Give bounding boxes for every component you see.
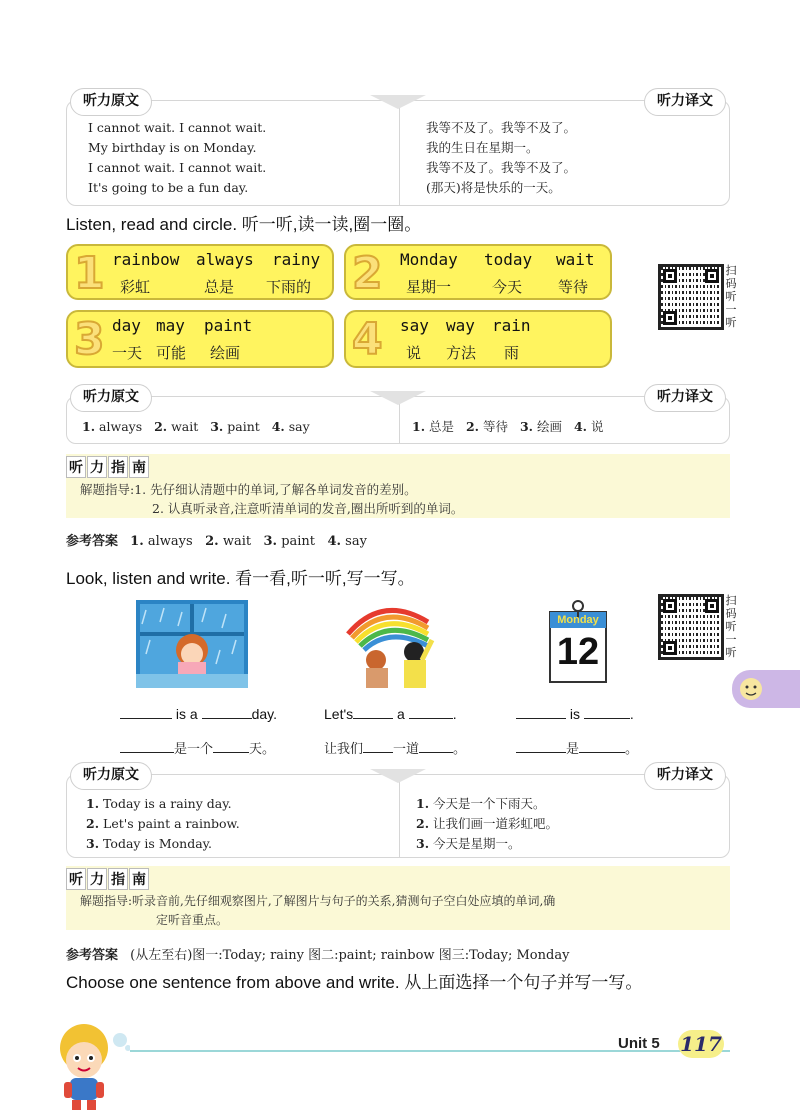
card-meaning: 等待	[558, 278, 589, 296]
transcript-panel-3	[66, 762, 730, 858]
card-meaning: 彩虹	[120, 278, 151, 296]
sentence-text: 是	[566, 742, 580, 757]
answer-label: 参考答案	[66, 534, 119, 549]
card-meaning: 雨	[504, 344, 520, 362]
card-meaning: 今天	[492, 278, 523, 296]
translation-line: 我等不及了。我等不及了。	[426, 120, 577, 135]
sentence-text: 天。	[249, 742, 276, 757]
answer-text: (从左至右)图一:Today; rainy 图二:paint; rainbow 图三:Today; Monday	[130, 948, 570, 963]
mascot-icon	[44, 1018, 130, 1114]
answer-blank[interactable]	[579, 741, 625, 753]
panel-notch	[370, 95, 426, 109]
item-text: wait	[222, 534, 252, 549]
item-number: 2.	[416, 816, 430, 831]
item-number: 2.	[154, 419, 168, 434]
word-card-2[interactable]	[344, 244, 612, 300]
rainbow-illustration	[342, 598, 442, 690]
translation-text	[412, 417, 604, 437]
qr-finder	[663, 641, 677, 655]
scan-char: 扫	[725, 594, 737, 607]
scan-char: 听	[725, 290, 737, 303]
side-tab	[732, 670, 800, 708]
picture-calendar	[546, 598, 610, 684]
item-number: 3.	[86, 836, 100, 851]
original-text	[88, 118, 266, 198]
card-meaning: 星期一	[406, 278, 452, 296]
item-number: 1.	[82, 419, 96, 434]
scan-char: 码	[725, 277, 737, 290]
item-text: Today is Monday.	[103, 836, 213, 851]
cartoon-face-icon	[736, 674, 766, 704]
transcript-line: I cannot wait. I cannot wait.	[88, 120, 267, 135]
item-number: 3.	[263, 534, 278, 549]
item-number: 1.	[130, 534, 144, 549]
picture-painting-rainbow	[342, 598, 442, 690]
item-text: 让我们画一道彩虹吧。	[433, 816, 559, 831]
sentence-text: day.	[251, 706, 278, 722]
calendar-month: Monday	[557, 614, 599, 626]
qr-finder	[663, 311, 677, 325]
guide-title-char: 指	[108, 456, 128, 478]
guide-title-char: 听	[66, 868, 86, 890]
translation-tag: 听力译文	[644, 88, 726, 116]
card-meaning: 下雨的	[266, 278, 312, 296]
item-text: 总是	[429, 419, 455, 434]
transcript-line: It's going to be a fun day.	[88, 180, 249, 195]
card-number: 2	[352, 248, 383, 299]
item-number: 3.	[210, 419, 224, 434]
translation-line: 我的生日在星期一。	[426, 140, 539, 155]
item-text: 今天是一个下雨天。	[433, 796, 546, 811]
card-word[interactable]: may	[156, 316, 185, 335]
guide-title-char: 指	[108, 868, 128, 890]
card-word[interactable]: today	[484, 250, 533, 269]
panel-divider	[399, 775, 400, 857]
guide-title-char: 力	[87, 456, 107, 478]
qr-code[interactable]	[658, 264, 724, 330]
section-instruction-choose-write: Choose one sentence from above and write. 从上面选择一个句子并写一写。	[66, 973, 643, 992]
mascot-illustration	[44, 1018, 130, 1114]
scan-char: 码	[725, 607, 737, 620]
card-meaning: 说	[406, 344, 422, 362]
fill-sentence-cn-2	[324, 738, 466, 757]
scan-char: 听	[725, 316, 737, 329]
fill-sentence-cn-1	[120, 738, 275, 757]
item-text: paint	[227, 419, 260, 434]
item-text: 绘画	[537, 419, 563, 434]
card-number: 3	[74, 314, 105, 365]
item-text: say	[288, 419, 310, 434]
guide-title-char: 南	[129, 868, 149, 890]
item-number: 2.	[86, 816, 100, 831]
guide-line: 定听音重点。	[156, 913, 229, 927]
card-word[interactable]: say	[400, 316, 429, 335]
section-instruction-listen-read-circle: Listen, read and circle. 听一听,读一读,圈一圈。	[66, 215, 422, 234]
card-meaning: 可能	[156, 344, 187, 362]
answer-blank[interactable]	[419, 741, 453, 753]
item-number: 2.	[465, 419, 480, 434]
answer-blank[interactable]	[213, 741, 249, 753]
qr-finder	[663, 599, 677, 613]
scan-char: 听	[725, 646, 737, 659]
sentence-text: is a	[175, 706, 198, 722]
card-word[interactable]: paint	[204, 316, 253, 335]
original-text-tag: 听力原文	[70, 88, 152, 116]
word-card-3[interactable]	[66, 310, 334, 368]
panel-divider	[399, 101, 400, 205]
reference-answer-2	[66, 944, 569, 963]
item-text: 说	[591, 419, 604, 434]
sentence-text: 是一个	[174, 742, 214, 757]
card-word[interactable]: wait	[556, 250, 595, 269]
sentence-text: a	[397, 706, 405, 722]
translation-line: (那天)将是快乐的一天。	[426, 180, 561, 195]
reference-answer-1	[66, 530, 367, 549]
page-number: 117	[678, 1030, 724, 1058]
guide-line: 2. 认真听录音,注意听清单词的发音,圈出所听到的单词。	[152, 501, 464, 516]
scan-char: 一	[725, 633, 737, 646]
guide-line: 解题指导:听录音前,先仔细观察图片,了解图片与句子的关系,猜测句子空白处应填的单词,确	[80, 894, 556, 908]
scan-char: 一	[725, 303, 737, 316]
item-number: 1.	[86, 796, 100, 811]
fill-sentence-2	[324, 706, 457, 722]
fill-sentence-3	[516, 706, 634, 722]
answer-blank[interactable]	[584, 707, 630, 719]
scan-to-listen-label	[724, 264, 738, 329]
qr-code[interactable]	[658, 594, 724, 660]
scan-char: 听	[725, 620, 737, 633]
card-word[interactable]: rainy	[272, 250, 321, 269]
answer-blank[interactable]	[516, 707, 566, 719]
sentence-text: Let's	[324, 706, 354, 722]
original-text-tag: 听力原文	[70, 384, 152, 412]
card-meaning: 一天	[112, 344, 143, 362]
qr-finder	[663, 269, 677, 283]
calendar-day: 12	[556, 631, 600, 673]
sentence-text: 让我们	[324, 742, 364, 757]
guide-title-char: 力	[87, 868, 107, 890]
item-text: 今天是星期一。	[433, 836, 521, 851]
translation-line: 我等不及了。我等不及了。	[426, 160, 577, 175]
card-meaning: 方法	[446, 344, 477, 362]
card-number: 1	[74, 248, 105, 299]
card-number: 4	[352, 314, 383, 365]
card-word[interactable]: Monday	[400, 250, 458, 269]
sentence-text: 。	[453, 742, 467, 757]
listening-guide-2	[66, 866, 730, 930]
transcript-line: My birthday is on Monday.	[88, 140, 257, 155]
item-number: 3.	[416, 836, 430, 851]
transcript-panel-2	[66, 384, 730, 444]
transcript-line: I cannot wait. I cannot wait.	[88, 160, 267, 175]
word-card-1[interactable]	[66, 244, 334, 300]
guide-title	[66, 456, 150, 478]
item-number: 3.	[519, 419, 534, 434]
item-text: say	[345, 534, 367, 549]
item-number: 2.	[205, 534, 219, 549]
transcript-panel-1	[66, 88, 730, 206]
qr-finder	[705, 599, 719, 613]
sentence-text: .	[629, 706, 634, 722]
answer-blank[interactable]	[120, 707, 172, 719]
translation-text	[416, 794, 558, 854]
item-text: always	[99, 419, 143, 434]
panel-notch	[370, 769, 426, 783]
card-word[interactable]: day	[112, 316, 141, 335]
item-number: 4.	[271, 419, 285, 434]
item-number: 4.	[573, 419, 588, 434]
answer-blank[interactable]	[409, 707, 453, 719]
item-number: 4.	[327, 534, 342, 549]
word-card-4[interactable]	[344, 310, 612, 368]
scan-to-listen-label	[724, 594, 738, 659]
sentence-text: is	[569, 706, 581, 722]
item-text: paint	[281, 534, 316, 549]
item-number: 1.	[416, 796, 430, 811]
sentence-text: 。	[625, 742, 639, 757]
translation-tag: 听力译文	[644, 384, 726, 412]
item-text: always	[147, 534, 193, 549]
answer-blank[interactable]	[363, 741, 393, 753]
section-instruction-look-listen-write: Look, listen and write. 看一看,听一听,写一写。	[66, 569, 415, 588]
fill-sentence-1	[120, 706, 277, 722]
item-text: 等待	[483, 419, 509, 434]
answer-blank[interactable]	[516, 741, 566, 753]
answer-label: 参考答案	[66, 948, 119, 963]
answer-blank[interactable]	[120, 741, 174, 753]
item-text: Let's paint a rainbow.	[103, 816, 240, 831]
translation-tag: 听力译文	[644, 762, 726, 790]
original-text	[82, 417, 310, 437]
original-text-tag: 听力原文	[70, 762, 152, 790]
answer-blank[interactable]	[353, 707, 393, 719]
panel-notch	[370, 391, 426, 405]
card-word[interactable]: always	[196, 250, 254, 269]
card-word[interactable]: rainbow	[112, 250, 180, 269]
sentence-text: .	[452, 706, 457, 722]
original-text	[86, 794, 240, 854]
guide-title-char: 听	[66, 456, 86, 478]
card-meaning: 绘画	[210, 344, 241, 362]
rainy-window-illustration	[136, 600, 248, 688]
fill-sentence-cn-3	[516, 738, 638, 757]
picture-rainy-window	[136, 600, 248, 688]
answer-blank[interactable]	[202, 707, 252, 719]
guide-line: 解题指导:1. 先仔细认清题中的单词,了解各单词发音的差别。	[80, 482, 417, 497]
guide-title	[66, 868, 150, 890]
item-text: wait	[171, 419, 199, 434]
listening-guide-1	[66, 454, 730, 518]
card-meaning: 总是	[204, 278, 235, 296]
qr-finder	[705, 269, 719, 283]
guide-title-char: 南	[129, 456, 149, 478]
translation-text	[426, 118, 576, 198]
sentence-text: 一道	[393, 742, 420, 757]
card-word[interactable]: way	[446, 316, 475, 335]
item-number: 1.	[412, 419, 426, 434]
scan-char: 扫	[725, 264, 737, 277]
card-word[interactable]: rain	[492, 316, 531, 335]
unit-label: Unit 5	[618, 1035, 660, 1052]
item-text: Today is a rainy day.	[103, 796, 232, 811]
